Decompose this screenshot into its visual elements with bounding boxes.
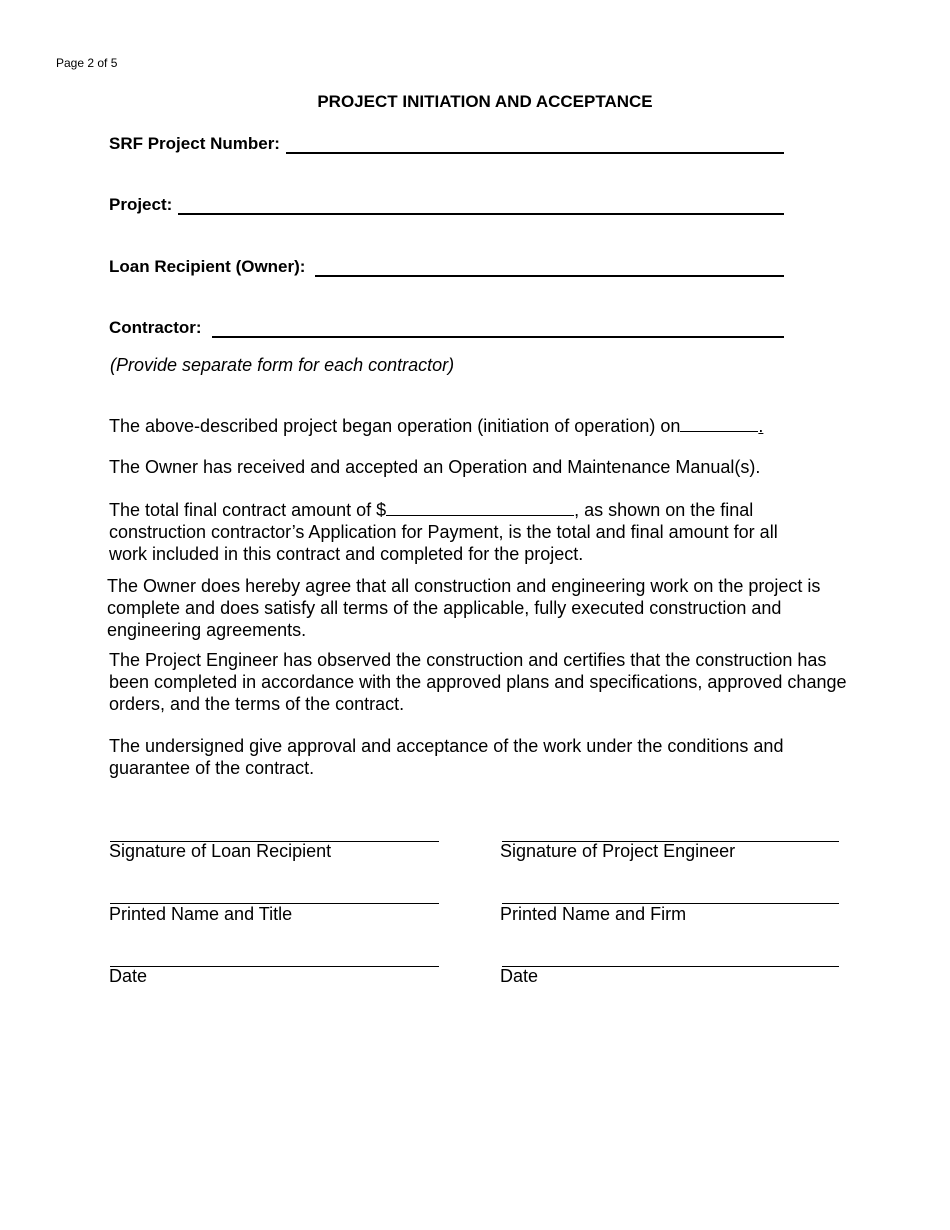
contractor-row	[109, 318, 784, 338]
operation-start-text: The above-described project began operation (initiation of operation) on	[109, 416, 681, 436]
srf-project-number-label: SRF Project Number:	[109, 134, 280, 153]
engineer-name-label: Printed Name and Firm	[500, 904, 687, 924]
operation-start-end: .	[758, 416, 764, 436]
page-title: PROJECT INITIATION AND ACCEPTANCE	[317, 92, 653, 111]
engineer-date-label: Date	[500, 966, 539, 986]
srf-project-number-row	[109, 134, 784, 154]
contract-amount-field[interactable]	[386, 498, 574, 516]
srf-project-number-field[interactable]	[286, 134, 784, 154]
loan-recipient-row	[109, 257, 784, 277]
project-label: Project:	[109, 195, 173, 214]
contractor-label: Contractor:	[109, 318, 202, 337]
loan-recipient-date-label: Date	[109, 966, 148, 986]
contract-amount-rest: , as shown on the final construction contractor’s Application for Payment, is the total and final amount for all work included in this contract and completed for the project.	[109, 500, 778, 564]
loan-recipient-field[interactable]	[315, 257, 784, 277]
loan-recipient-name-label: Printed Name and Title	[109, 904, 293, 924]
operation-start-statement	[109, 414, 799, 437]
contract-amount-statement	[109, 498, 814, 565]
manual-received-statement: The Owner has received and accepted an Operation and Maintenance Manual(s).	[109, 457, 761, 477]
engineer-date-line[interactable]	[502, 966, 839, 967]
engineer-signature-label: Signature of Project Engineer	[500, 841, 736, 861]
project-field[interactable]	[178, 195, 784, 215]
contractor-field[interactable]	[212, 318, 784, 338]
loan-recipient-signature-label: Signature of Loan Recipient	[109, 841, 332, 861]
loan-recipient-date-line[interactable]	[110, 966, 439, 967]
owner-agreement-statement: The Owner does hereby agree that all construction and engineering work on the project is complete and does satisfy all terms of the applicable, fully executed construction and engineering agreements.	[107, 576, 821, 640]
contract-amount-prefix: The total final contract amount of $	[109, 500, 387, 520]
engineer-certification-statement: The Project Engineer has observed the construction and certifies that the construction has been completed in accordance with the approved plans and specifications, approved change orders, and the terms of the contract.	[109, 650, 847, 714]
approval-statement: The undersigned give approval and acceptance of the work under the conditions and guarantee of the contract.	[109, 736, 784, 778]
loan-recipient-label: Loan Recipient (Owner):	[109, 257, 306, 276]
page-number: Page 2 of 5	[56, 56, 118, 70]
project-row	[109, 195, 784, 215]
contractor-note: (Provide separate form for each contractor)	[110, 355, 455, 375]
operation-date-field[interactable]	[680, 414, 758, 432]
